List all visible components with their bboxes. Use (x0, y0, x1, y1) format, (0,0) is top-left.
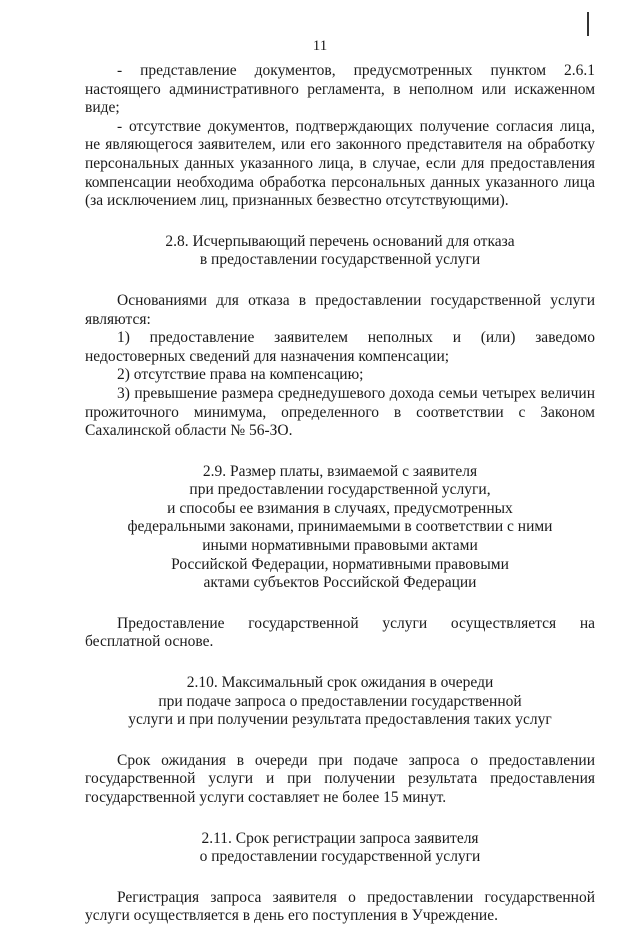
heading-line: в предоставлении государственной услуги (199, 251, 481, 269)
document-body (85, 62, 595, 926)
heading-line: иными нормативными правовыми актами (202, 537, 478, 555)
list-item: - представление документов, предусмотренных пунктом 2.6.1 настоящего административного регламента, в неполном или искаженном виде; (85, 62, 595, 117)
paragraph: Регистрация запроса заявителя о предоставлении государственной услуги осуществляется в день его поступления в Учреждение. (85, 888, 595, 925)
margin-mark (587, 12, 589, 36)
heading-line: 2.8. Исчерпывающий перечень оснований для отказа (165, 232, 515, 250)
paragraph: Предоставление государственной услуги осуществляется на бесплатной основе. (85, 614, 595, 651)
heading-line: 2.10. Максимальный срок ожидания в очереди (186, 674, 494, 692)
heading-line: услуги и при получении результата предоставления таких услуг (128, 711, 552, 729)
heading-line: федеральными законами, принимаемыми в соответствии с ними (127, 518, 553, 536)
page-number: 11 (312, 38, 328, 54)
paragraph: Срок ожидания в очереди при подаче запроса о предоставлении государственной услуги и при получении результата предоставления государственной услуги составляет не более 15 минут. (85, 751, 595, 806)
heading-line: о предоставлении государственной услуги (199, 848, 481, 866)
heading-line: при подаче запроса о предоставлении государственной (158, 692, 522, 710)
list-item: 3) превышение размера среднедушевого дохода семьи четырех величин прожиточного минимума, определенного в соответствии с Законом Сахалинской области № 56-ЗО. (85, 384, 595, 440)
heading-line: Российской Федерации, нормативными правовыми (171, 555, 509, 573)
paragraph: Основаниями для отказа в предоставлении государственной услуги являются: (85, 291, 595, 328)
heading-line: 2.11. Срок регистрации запроса заявителя (201, 829, 479, 847)
section-heading-2-8 (85, 233, 595, 270)
heading-line: актами субъектов Российской Федерации (203, 574, 477, 592)
section-heading-2-10 (85, 674, 595, 730)
section-heading-2-11 (85, 830, 595, 867)
heading-line: при предоставлении государственной услуги, (189, 481, 491, 499)
section-heading-2-9 (85, 463, 595, 593)
heading-line: и способы ее взимания в случаях, предусмотренных (167, 499, 513, 517)
list-item: 2) отсутствие права на компенсацию; (117, 366, 364, 384)
heading-line: 2.9. Размер платы, взимаемой с заявителя (202, 462, 478, 480)
list-item: - отсутствие документов, подтверждающих получение согласия лица, не являющегося заявителем, или его законного представителя на обработку персональных данных указанного лица, в случае, если для предоставления компенсации необходима обработка персональных данных указанного лица (за исключением лиц, признанных безвестно отсутствующими). (85, 117, 595, 210)
list-item: 1) предоставление заявителем неполных и (или) заведомо недостоверных сведений для назначения компенсации; (85, 329, 595, 365)
